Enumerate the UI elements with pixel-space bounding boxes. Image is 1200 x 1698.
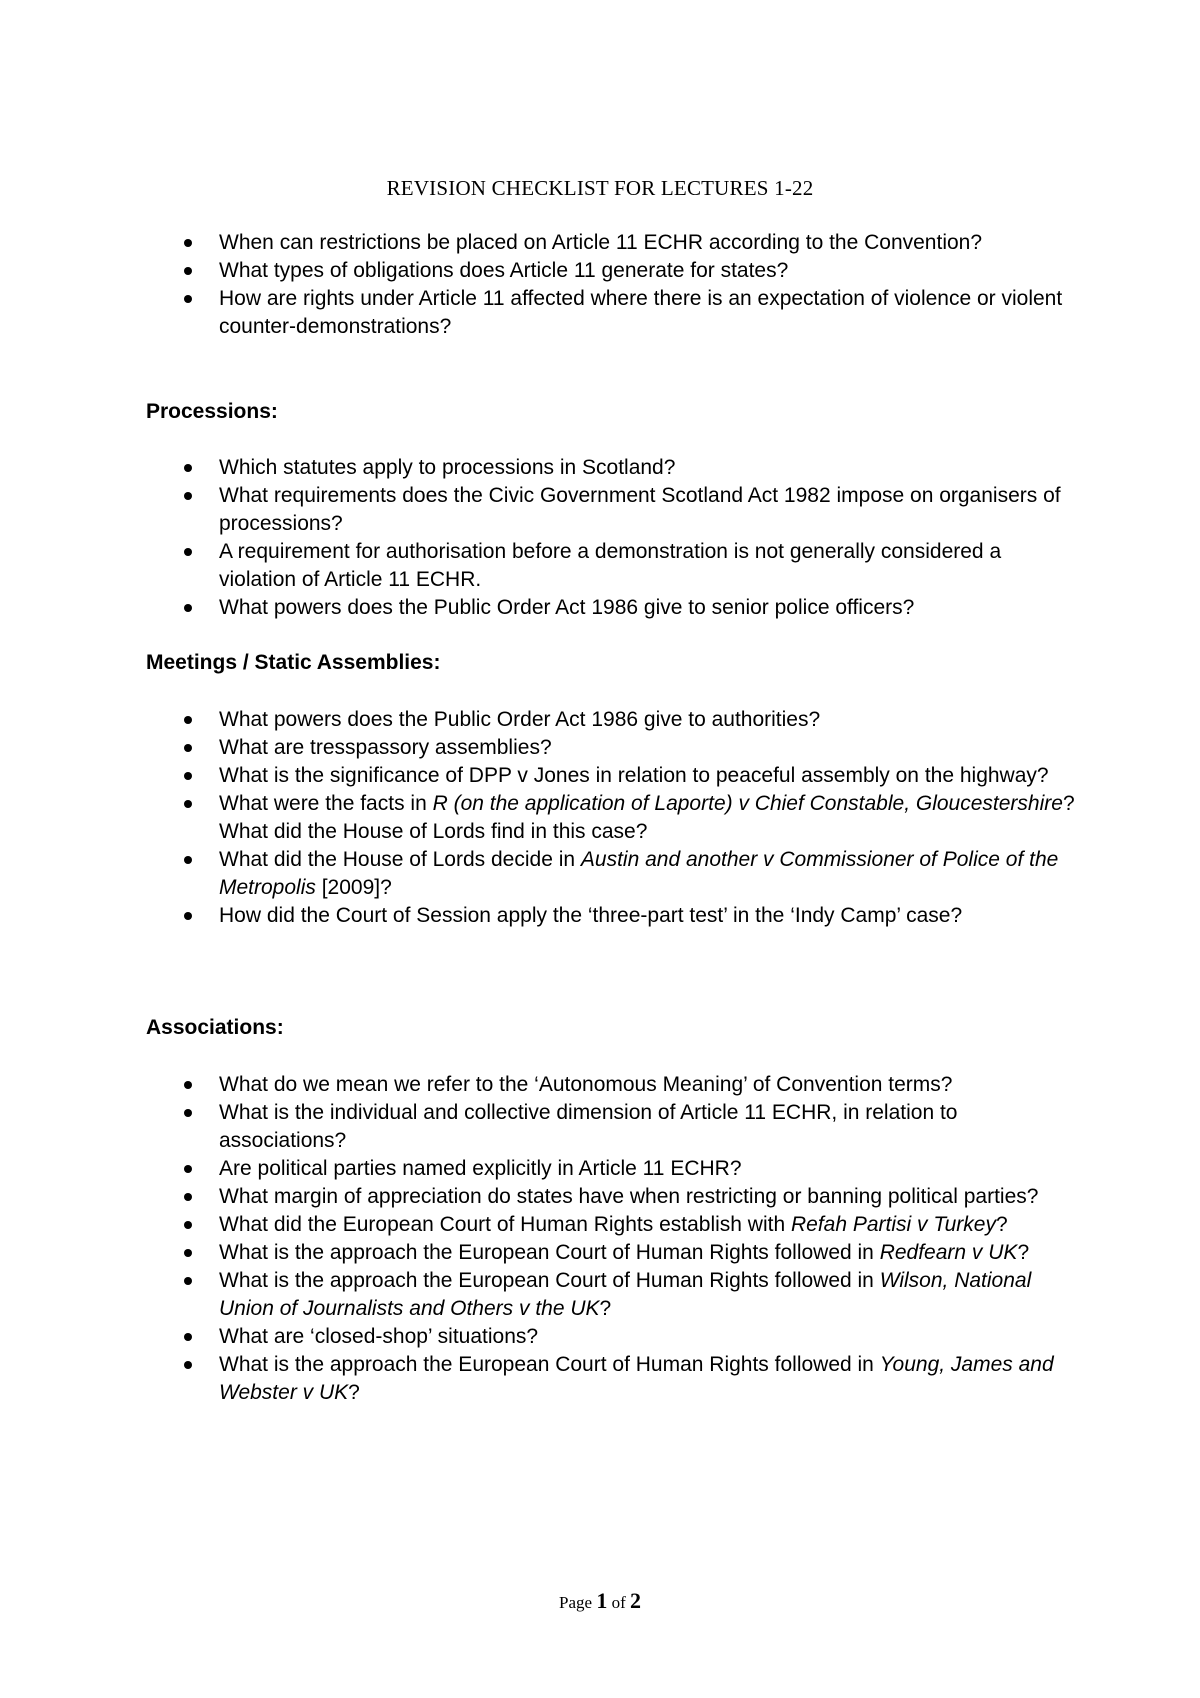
list-item: How are rights under Article 11 affected where there is an expectation of violence or violent counter-demonstrations?	[0, 285, 1079, 341]
intro-list	[0, 229, 1200, 341]
section-heading-processions: Processions:	[146, 400, 278, 423]
list-item: What are ‘closed-shop’ situations?	[0, 1323, 1079, 1351]
list-item	[0, 1351, 1079, 1407]
processions-list	[0, 454, 1200, 622]
list-item	[0, 790, 1079, 846]
question-text: What is the approach the European Court of Human Rights followed in	[219, 1353, 880, 1376]
section-heading-associations: Associations:	[146, 1016, 284, 1039]
total-pages: 2	[629, 1588, 641, 1613]
question-text: ?	[348, 1381, 360, 1404]
document-title: REVISION CHECKLIST FOR LECTURES 1-22	[386, 176, 814, 200]
associations-list	[0, 1071, 1200, 1407]
list-item: How did the Court of Session apply the ‘three-part test’ in the ‘Indy Camp’ case?	[0, 902, 1079, 930]
meetings-list	[0, 706, 1200, 930]
page-number: 1	[596, 1588, 608, 1613]
list-item: What are tresspassory assemblies?	[0, 734, 1079, 762]
case-name: Austin and another v Commissioner of Police of the Metropolis	[219, 848, 1059, 899]
question-text: What is the approach the European Court of Human Rights followed in	[219, 1269, 880, 1292]
question-text: ?	[995, 1213, 1008, 1236]
case-name: Redfearn v UK	[879, 1241, 1018, 1264]
page-label: Page	[559, 1593, 593, 1612]
section-heading-meetings: Meetings / Static Assemblies:	[146, 651, 441, 674]
page-footer	[0, 1588, 1200, 1614]
list-item: What powers does the Public Order Act 1986 give to senior police officers?	[0, 594, 1079, 622]
question-text: What were the facts in	[219, 792, 433, 815]
list-item: What requirements does the Civic Government Scotland Act 1982 impose on organisers of processions?	[0, 482, 1079, 538]
case-name: Refah Partisi v Turkey	[790, 1213, 996, 1236]
list-item	[0, 1267, 1079, 1323]
list-item	[0, 846, 1079, 902]
of-label: of	[611, 1593, 626, 1612]
list-item: When can restrictions be placed on Article 11 ECHR according to the Convention?	[0, 229, 1079, 257]
case-name: R (on the application of Laporte) v Chief Constable, Gloucestershire	[432, 792, 1063, 815]
question-text: What did the European Court of Human Rights establish with	[219, 1213, 791, 1236]
question-text: What is the approach the European Court of Human Rights followed in	[219, 1241, 880, 1264]
case-name: Young, James and Webster v UK	[219, 1353, 1054, 1404]
list-item: What types of obligations does Article 11 generate for states?	[0, 257, 1079, 285]
list-item: What do we mean we refer to the ‘Autonomous Meaning’ of Convention terms?	[0, 1071, 1079, 1099]
question-text: ?	[599, 1297, 612, 1320]
list-item: What margin of appreciation do states have when restricting or banning political parties?	[0, 1183, 1079, 1211]
list-item	[0, 1211, 1079, 1239]
question-text: ?	[1017, 1241, 1030, 1264]
question-text: [2009]?	[315, 876, 392, 899]
list-item: What is the significance of DPP v Jones in relation to peaceful assembly on the highway?	[0, 762, 1079, 790]
question-text: What did the House of Lords decide in	[219, 848, 581, 871]
list-item: What powers does the Public Order Act 1986 give to authorities?	[0, 706, 1079, 734]
list-item: What is the individual and collective dimension of Article 11 ECHR, in relation to associations?	[0, 1099, 1079, 1155]
list-item	[0, 1239, 1079, 1267]
list-item: Are political parties named explicitly in Article 11 ECHR?	[0, 1155, 1079, 1183]
list-item: A requirement for authorisation before a demonstration is not generally considered a violation of Article 11 ECHR.	[0, 538, 1079, 594]
list-item: Which statutes apply to processions in Scotland?	[0, 454, 1079, 482]
case-name: Wilson, National Union of Journalists and Others v the UK	[219, 1269, 1032, 1320]
question-text: ? What did the House of Lords find in this case?	[219, 792, 1075, 843]
